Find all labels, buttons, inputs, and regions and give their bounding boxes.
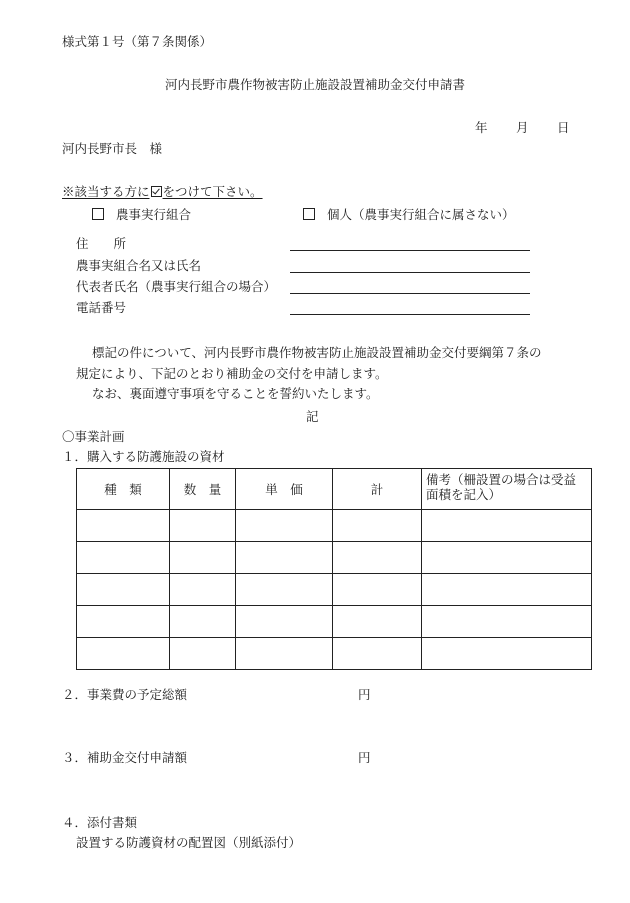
checkbox-icon[interactable] [92, 208, 104, 220]
table-cell[interactable] [170, 606, 236, 638]
date-day-label: 日 [557, 120, 570, 135]
form-number: 様式第１号（第７条関係） [62, 34, 213, 49]
table-cell[interactable] [333, 510, 422, 542]
field-label-phone: 電話番号 [76, 300, 127, 315]
table-cell[interactable] [170, 542, 236, 574]
table-cell[interactable] [77, 574, 170, 606]
table-cell[interactable] [77, 510, 170, 542]
date-year-label: 年 [475, 120, 488, 135]
checked-box-icon [151, 186, 162, 197]
field-label-address: 住 所 [76, 236, 127, 251]
table-cell[interactable] [333, 542, 422, 574]
plan-heading: 〇事業計画 [62, 429, 125, 444]
table-cell[interactable] [422, 574, 592, 606]
table-cell[interactable] [236, 574, 333, 606]
date-month-label: 月 [516, 120, 529, 135]
body-line-1: 標記の件について、河内長野市農作物被害防止施設設置補助金交付要綱第７条の [92, 345, 542, 360]
field-line-name[interactable] [290, 272, 530, 273]
table-row [77, 542, 592, 574]
column-header-remarks: 備考（柵設置の場合は受益面積を記入） [422, 469, 592, 510]
table-cell[interactable] [333, 574, 422, 606]
column-header-unit-price: 単 価 [236, 469, 333, 510]
table-cell[interactable] [236, 510, 333, 542]
column-header-total: 計 [333, 469, 422, 510]
table-cell[interactable] [422, 638, 592, 670]
table-cell[interactable] [333, 606, 422, 638]
section-2-unit: 円 [358, 687, 371, 702]
table-cell[interactable] [170, 638, 236, 670]
table-cell[interactable] [77, 638, 170, 670]
table-cell[interactable] [77, 542, 170, 574]
instruction-prefix: ※該当する方に [62, 184, 150, 199]
checkbox-instruction [62, 186, 263, 199]
field-line-address[interactable] [290, 250, 530, 251]
addressee: 河内長野市長 様 [62, 141, 163, 156]
ki-label: 記 [306, 409, 319, 424]
table-header-row [77, 469, 592, 510]
section-3-heading: ３．補助金交付申請額 [62, 750, 188, 765]
body-line-2: 規定により、下記のとおり補助金の交付を申請します。 [76, 366, 388, 381]
table-cell[interactable] [77, 606, 170, 638]
field-label-representative: 代表者氏名（農事実行組合の場合） [76, 279, 277, 294]
attachment-description: 設置する防護資材の配置図（別紙添付） [76, 835, 302, 850]
table-row [77, 638, 592, 670]
column-header-type: 種 類 [77, 469, 170, 510]
table-cell[interactable] [236, 542, 333, 574]
section-1-heading: １．購入する防護施設の資材 [62, 449, 225, 464]
table-cell[interactable] [333, 638, 422, 670]
body-line-3: なお、裏面遵守事項を守ることを誓約いたします。 [92, 386, 379, 401]
instruction-suffix: をつけて下さい。 [162, 184, 263, 199]
field-label-name: 農事実組合名又は氏名 [76, 258, 202, 273]
table-cell[interactable] [236, 638, 333, 670]
field-line-representative[interactable] [290, 293, 530, 294]
option-label: 農事実行組合 [116, 207, 192, 222]
table-row [77, 574, 592, 606]
table-cell[interactable] [422, 510, 592, 542]
table-cell[interactable] [236, 606, 333, 638]
table-row [77, 510, 592, 542]
section-2-heading: ２．事業費の予定総額 [62, 687, 188, 702]
option-farming-association[interactable] [92, 208, 191, 222]
table-row [77, 606, 592, 638]
section-3-unit: 円 [358, 750, 371, 765]
table-cell[interactable] [422, 606, 592, 638]
option-label: 個人（農事実行組合に属さない） [327, 207, 515, 222]
checkbox-icon[interactable] [303, 208, 315, 220]
field-line-phone[interactable] [290, 314, 530, 315]
option-individual[interactable] [303, 208, 515, 222]
column-header-quantity: 数 量 [170, 469, 236, 510]
form-title: 河内長野市農作物被害防止施設設置補助金交付申請書 [164, 77, 465, 92]
table-cell[interactable] [422, 542, 592, 574]
materials-table [76, 468, 592, 670]
section-4-heading: ４．添付書類 [62, 815, 138, 830]
table-cell[interactable] [170, 574, 236, 606]
table-cell[interactable] [170, 510, 236, 542]
